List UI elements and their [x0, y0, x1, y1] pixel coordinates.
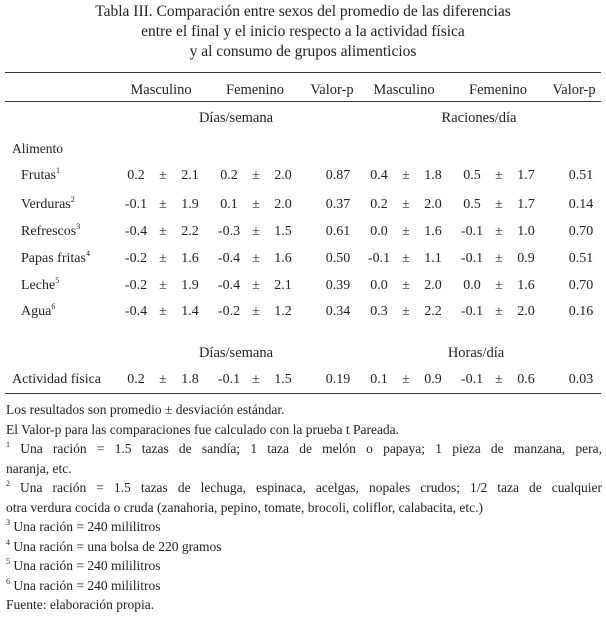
plus-minus-sign: ±	[402, 224, 410, 239]
plus-minus-sign: ±	[402, 372, 410, 387]
cell-s1: 1.8	[181, 372, 199, 387]
plus-minus-sign: ±	[495, 251, 503, 266]
plus-minus-sign: ±	[159, 224, 167, 239]
plus-minus-sign: ±	[495, 372, 503, 387]
note-3: $^3$ Una ración = 240 mililitros	[6, 518, 161, 534]
cell-m2: 0.2	[370, 197, 388, 212]
cell-m1: -0.4	[124, 304, 148, 319]
cell-p2: 0.03	[568, 372, 594, 387]
note-6: $^6$ Una ración = 240 mililitros	[6, 576, 161, 593]
note-4: $^4$ Una ración = una bolsa de 220 gramos	[6, 537, 222, 554]
cell-f1: 0.1	[220, 197, 238, 212]
plus-minus-sign: ±	[252, 251, 260, 266]
cell-s2: 1.6	[424, 224, 442, 239]
cell-f2: 0.0	[463, 278, 481, 293]
cell-m1: -0.2	[124, 251, 148, 266]
header-valor-p-2: Valor-p	[552, 82, 596, 98]
note-summary: Los resultados son promedio ± desviación estándar.	[6, 402, 285, 417]
plus-minus-sign: ±	[495, 304, 503, 319]
cell-p2: 0.51	[568, 168, 594, 183]
plus-minus-sign: ±	[402, 197, 410, 212]
cell-fs1: 1.2	[274, 304, 292, 319]
table-caption	[0, 2, 606, 62]
cell-fs2: 1.7	[517, 168, 535, 183]
header-rule	[5, 101, 601, 102]
cell-s2: 2.0	[424, 197, 442, 212]
caption-line-1: Tabla III. Comparación entre sexos del promedio de las diferencias	[95, 3, 511, 20]
cell-s1: 1.4	[181, 304, 199, 319]
row-label: Agua$^6$	[21, 302, 56, 319]
cell-s1: 1.9	[181, 197, 199, 212]
cell-fs1: 2.0	[274, 168, 292, 183]
cell-s2: 2.2	[424, 304, 442, 319]
cell-f1: 0.2	[220, 168, 238, 183]
table-notes	[6, 400, 602, 615]
cell-fs2: 1.6	[517, 278, 535, 293]
section2-right-unit: Horas/día	[447, 345, 505, 361]
plus-minus-sign: ±	[402, 168, 410, 183]
row-label: Papas fritas$^4$	[21, 249, 90, 266]
cell-f1: -0.3	[217, 224, 241, 239]
caption-line-3: y al consumo de grupos alimenticios	[189, 43, 417, 60]
cell-fs2: 0.6	[517, 372, 535, 387]
cell-p1: 0.19	[325, 372, 351, 387]
cell-m2: 0.0	[370, 224, 388, 239]
note-1-cont: naranja, etc.	[6, 460, 72, 476]
cell-fs1: 1.6	[274, 251, 292, 266]
cell-s1: 2.2	[181, 224, 199, 239]
cell-s1: 2.1	[181, 168, 199, 183]
plus-minus-sign: ±	[159, 197, 167, 212]
cell-s1: 1.6	[181, 251, 199, 266]
cell-s2: 1.1	[424, 251, 442, 266]
cell-m1: -0.2	[124, 278, 148, 293]
cell-m2: 0.4	[370, 168, 388, 183]
cell-p1: 0.61	[325, 224, 351, 239]
plus-minus-sign: ±	[159, 278, 167, 293]
cell-p2: 0.14	[568, 197, 594, 212]
plus-minus-sign: ±	[402, 251, 410, 266]
cell-fs1: 2.0	[274, 197, 292, 212]
header-masculino-1: Masculino	[130, 82, 192, 98]
plus-minus-sign: ±	[402, 278, 410, 293]
cell-f2: -0.1	[460, 224, 484, 239]
cell-fs2: 1.0	[517, 224, 535, 239]
cell-p1: 0.39	[325, 278, 351, 293]
row-label: Frutas$^1$	[21, 166, 60, 183]
cell-f1: -0.4	[217, 278, 241, 293]
cell-fs1: 2.1	[274, 278, 292, 293]
cell-m1: 0.2	[127, 168, 145, 183]
top-rule	[5, 72, 601, 73]
cell-p2: 0.70	[568, 278, 594, 293]
plus-minus-sign: ±	[252, 372, 260, 387]
plus-minus-sign: ±	[159, 168, 167, 183]
cell-f2: -0.1	[460, 372, 484, 387]
cell-p2: 0.51	[568, 251, 594, 266]
note-pvalue: El Valor-p para las comparaciones fue calculado con la prueba t Pareada.	[6, 421, 400, 437]
cell-f1: -0.1	[217, 372, 241, 387]
cell-p1: 0.34	[325, 304, 351, 319]
caption-line-2: entre el final y el inicio respecto a la actividad física	[141, 23, 465, 40]
note-source: Fuente: elaboración propia.	[6, 597, 155, 612]
note-5: $^5$ Una ración = 240 mililitros	[6, 557, 161, 573]
cell-m1: 0.2	[127, 372, 145, 387]
plus-minus-sign: ±	[159, 251, 167, 266]
cell-fs2: 2.0	[517, 304, 535, 319]
cell-f2: -0.1	[460, 251, 484, 266]
cell-m1: -0.1	[124, 197, 148, 212]
plus-minus-sign: ±	[159, 372, 167, 387]
section2-left-unit: Días/semana	[198, 345, 274, 361]
cell-fs1: 1.5	[274, 224, 292, 239]
section1-left-unit: Días/semana	[198, 110, 274, 126]
cell-m2: 0.0	[370, 278, 388, 293]
row-label: Actividad física	[12, 372, 102, 387]
header-femenino-1: Femenino	[226, 82, 284, 98]
cell-f2: 0.5	[463, 168, 481, 183]
cell-fs2: 0.9	[517, 251, 535, 266]
cell-p2: 0.70	[568, 224, 594, 239]
cell-m2: -0.1	[367, 251, 391, 266]
plus-minus-sign: ±	[252, 224, 260, 239]
cell-f1: -0.4	[217, 251, 241, 266]
cell-m1: -0.4	[124, 224, 148, 239]
header-femenino-2: Femenino	[469, 82, 527, 98]
plus-minus-sign: ±	[252, 168, 260, 183]
cell-p1: 0.37	[325, 197, 351, 212]
plus-minus-sign: ±	[252, 278, 260, 293]
cell-s1: 1.9	[181, 278, 199, 293]
cell-s2: 1.8	[424, 168, 442, 183]
plus-minus-sign: ±	[495, 278, 503, 293]
cell-f2: -0.1	[460, 304, 484, 319]
row-label: Leche$^5$	[21, 276, 60, 293]
plus-minus-sign: ±	[495, 224, 503, 239]
note-2-cont: otra verdura cocida o cruda (zanahoria, pepino, tomate, brocoli, coliflor, calabacita, etc.)	[6, 499, 483, 515]
cell-fs1: 1.5	[274, 372, 292, 387]
section1-right-unit: Raciones/día	[441, 110, 517, 126]
row-label: Refrescos$^3$	[21, 222, 81, 239]
cell-fs2: 1.7	[517, 197, 535, 212]
cell-p2: 0.16	[568, 304, 594, 319]
note-1: $^1$ Una ración = 1.5 tazas de sandía; 1 taza de melón o papaya; 1 pieza de manzana, pera,	[6, 440, 602, 456]
cell-p1: 0.87	[325, 168, 351, 183]
cell-f2: 0.5	[463, 197, 481, 212]
cell-s2: 2.0	[424, 278, 442, 293]
plus-minus-sign: ±	[495, 197, 503, 212]
cell-s2: 0.9	[424, 372, 442, 387]
note-2: $^2$ Una ración = 1.5 tazas de lechuga, espinaca, acelgas, nopales crudos; 1/2 taza de cualquier	[6, 479, 602, 495]
cell-m2: 0.3	[370, 304, 388, 319]
header-valor-p-1: Valor-p	[310, 82, 354, 98]
cell-m2: 0.1	[370, 372, 388, 387]
cell-p1: 0.50	[325, 251, 351, 266]
bottom-rule	[5, 393, 601, 394]
plus-minus-sign: ±	[495, 168, 503, 183]
alimento-label: Alimento	[12, 141, 63, 156]
plus-minus-sign: ±	[252, 197, 260, 212]
plus-minus-sign: ±	[252, 304, 260, 319]
cell-f1: -0.2	[217, 304, 241, 319]
header-masculino-2: Masculino	[373, 82, 435, 98]
row-label: Verduras$^2$	[21, 195, 75, 212]
plus-minus-sign: ±	[159, 304, 167, 319]
plus-minus-sign: ±	[402, 304, 410, 319]
